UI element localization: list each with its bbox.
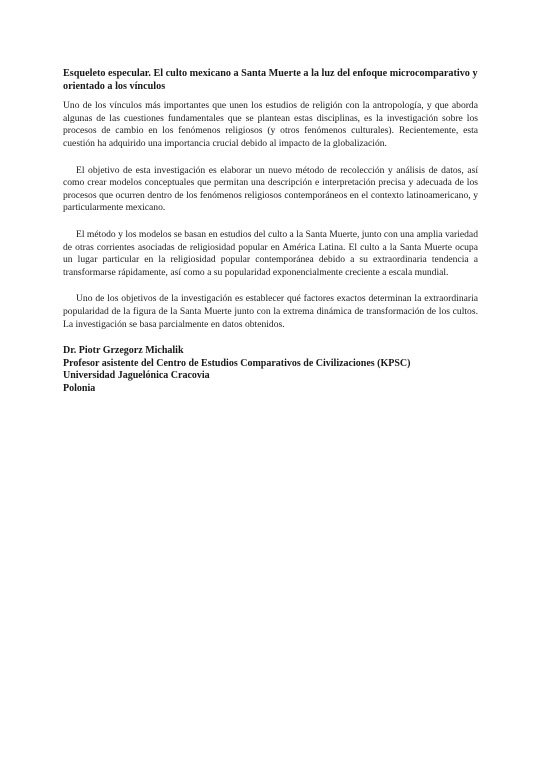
paragraph-goals: Uno de los objetivos de la investigación es establecer qué factores exactos determinan la extraordinaria popularidad de la figura de la Santa Muerte junto con la extrema dinámica de transformación de los cultos. La investigación se basa parcialmente en datos obtenidos.	[63, 293, 478, 330]
author-position: Profesor asistente del Centro de Estudios Comparativos de Civilizaciones (KPSC)	[63, 357, 411, 369]
paragraph-method: El método y los modelos se basan en estudios del culto a la Santa Muerte, junto con una amplia variedad de otras corrientes asociadas de religiosidad popular en América Latina. El culto a la Santa Muerte ocupa un lugar particular en la religiosidad popular contemporánea debido a su extraordinaria tendencia a transformarse rápidamente, así como a su popularidad exponencialmente creciente a escala mundial.	[63, 228, 478, 278]
author-country: Polonia	[63, 382, 96, 394]
paragraph-objective: El objetivo de esta investigación es elaborar un nuevo método de recolección y análisis de datos, así como crear modelos conceptuales que permitan una descripción e interpretación precisa y adecuada de los procesos que ocurren dentro de los fenómenos religiosos contemporáneos en el contexto latinoamericano, y particularmente mexicano.	[63, 164, 478, 214]
author-signature-block	[63, 345, 478, 395]
author-university: Universidad Jaguelónica Cracovia	[63, 370, 210, 382]
document-page	[63, 68, 478, 395]
paragraph-intro: Uno de los vínculos más importantes que unen los estudios de religión con la antropología, y que aborda algunas de las cuestiones fundamentales que se plantean estas disciplinas, es la investigación sobre los procesos de cambio en los fenómenos religiosos (y otros fenómenos culturales). Recientemente, esta cuestión ha adquirido una importancia crucial debido al impacto de la globalización.	[63, 100, 478, 149]
document-title: Esqueleto especular. El culto mexicano a Santa Muerte a la luz del enfoque microcomparativo y orientado a los vínculos	[63, 68, 478, 92]
author-name: Dr. Piotr Grzegorz Michalik	[63, 345, 184, 357]
